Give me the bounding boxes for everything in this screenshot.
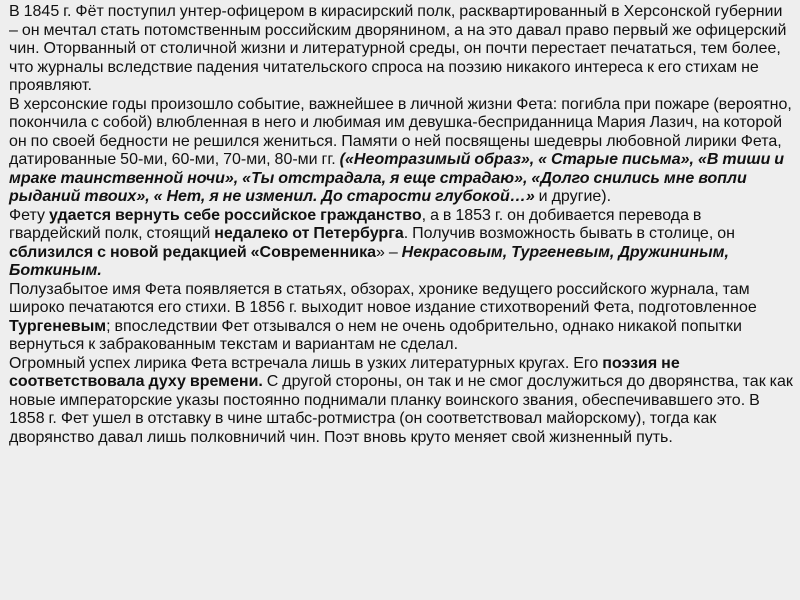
emphasis-text: недалеко от Петербурга bbox=[214, 225, 404, 242]
paragraph-text: ; впоследствии Фет отзывался о нем не очень одобрительно, однако никакой попытки вернуться к забракованным текстам и вариантам не сделал. bbox=[9, 317, 742, 353]
poem-titles: («Неотразимый образ», « Старые письма», «В тиши и мраке таинственной ночи», «Ты отстрадала, я еще страдаю», «Долго снились мне вопли рыданий твоих», « Нет, я не изменил. До старости глубокой…» bbox=[9, 151, 785, 205]
paragraph-text: С другой стороны, он так и не смог дослужиться до дворянства, так как новые императорские указы постоянно поднимали планку воинского звания, обеспечивавшего это. В 1858 г. Фет ушел в отставку в чине штабс-ротмистра (он соответствовал майорскому), тогда как дворянство давал лишь полковничий чин. Поэт вновь круто меняет свой жизненный путь. bbox=[9, 373, 793, 446]
document-text bbox=[9, 3, 794, 447]
paragraph-text: В херсонские годы произошло событие, важнейшее в личной жизни Фета: погибла при пожаре (вероятно, покончила с собой) влюбленная в него и любимая им девушка-бесприданница Мария Лазич, на которой он по своей бедности не решился жениться. Памяти о ней посвящены шедевры любовной лирики Фета, датированные 50-ми, 60-ми, 70-ми, 80-ми гг. bbox=[9, 95, 792, 168]
emphasis-text: удается вернуть себе российское гражданство bbox=[48, 206, 422, 224]
emphasis-text: сблизился с новой редакцией «Современника bbox=[9, 243, 376, 261]
paragraph-army-service: В 1845 г. Фёт поступил унтер-офицером в кирасирский полк, расквартированный в Херсонской губернии – он мечтал стать потомственным российским дворянином, а на это давал право первый же офицерский чин. Оторванный от столичной жизни и литературной среды, он почти перестает печататься, тем более, что журналы вследствие падения читательского спроса на поэзию никакого интереса к его стихам не проявляют. bbox=[9, 3, 787, 94]
paragraph-text: » – bbox=[375, 243, 402, 261]
paragraph-text: Фету bbox=[9, 206, 49, 224]
paragraph-text: . Получив возможность бывать в столице, он bbox=[403, 225, 735, 242]
paragraph-maria-lazich bbox=[9, 96, 794, 207]
emphasis-text: поэзия не соответствовала духу времени. bbox=[9, 354, 680, 390]
emphasis-text: Тургеневым bbox=[9, 317, 107, 335]
paragraph-sovremennik bbox=[9, 281, 794, 355]
paragraph-text: , а в 1853 г. он добивается перевода в гвардейский полк, стоящий bbox=[9, 206, 702, 242]
paragraph-citizenship bbox=[9, 207, 794, 281]
paragraph-text: и другие). bbox=[534, 188, 612, 205]
paragraph-retirement bbox=[9, 355, 794, 448]
emphasis-names: Некрасовым, Тургеневым, Дружининым, Боткиным. bbox=[9, 243, 729, 279]
paragraph-text: Огромный успех лирика Фета встречала лишь в узких литературных кругах. Его bbox=[9, 354, 603, 372]
paragraph-text: Полузабытое имя Фета появляется в статьях, обзорах, хронике ведущего российского журнала, там широко печатаются его стихи. В 1856 г. выходит новое издание стихотворений Фета, подготовленное bbox=[9, 280, 757, 316]
